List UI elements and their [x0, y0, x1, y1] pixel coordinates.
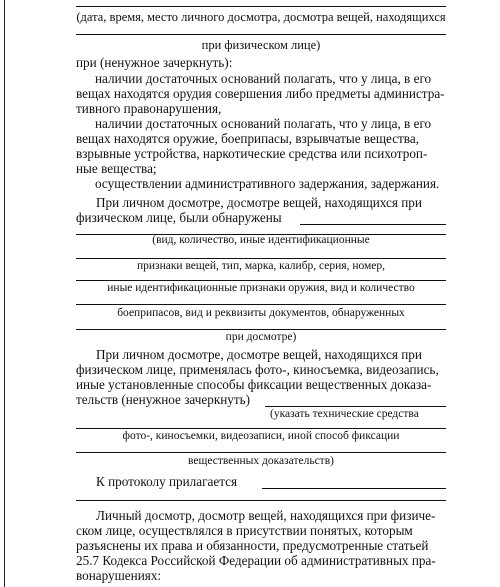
fixation-caption-3: вещественных доказательств)	[188, 455, 334, 467]
blank-line	[76, 452, 446, 453]
grounds-item2-line2: вещах находятся оружие, боеприпасы, взрывчатые вещества,	[76, 131, 420, 146]
grounds-intro: при (ненужное зачеркнуть):	[76, 55, 233, 70]
header-caption-line1: (дата, время, место личного досмотра, досмотра вещей, находящихся	[76, 10, 446, 24]
blank-line	[76, 304, 446, 305]
grounds-item2-line4: ные вещества;	[76, 161, 157, 176]
found-caption-3: иные идентификационные признаки оружия, вид и количество	[107, 282, 415, 294]
found-caption-5: при досмотре)	[225, 331, 297, 343]
witnesses-line1: Личный досмотр, досмотр вещей, находящихся при физиче-	[96, 508, 436, 523]
blank-line	[76, 280, 446, 281]
blank-line	[76, 258, 446, 259]
fixation-caption-1: (указать технические средства	[270, 408, 419, 420]
found-line2: физическом лице, были обнаружены	[76, 210, 282, 225]
grounds-item1-line3: тивного правонарушения,	[76, 101, 222, 116]
grounds-item2-line1: наличии достаточных оснований полагать, что у лица, в его	[95, 116, 432, 131]
fixation-line4: тельств (ненужное зачеркнуть)	[76, 392, 251, 407]
fixation-line3: иные установленные способы фиксации вещественных доказа-	[76, 377, 432, 392]
witnesses-line5: вонарушениях:	[76, 568, 162, 583]
witnesses-line4: 25.7 Кодекса Российской Федерации об административных пра-	[76, 553, 436, 568]
found-caption-2: признаки вещей, тип, марка, калибр, серия, номер,	[136, 260, 386, 272]
witnesses-line3: разъяснены их права и обязанности, предусмотренные статьей	[76, 538, 429, 553]
blank-line	[76, 500, 446, 501]
witnesses-line2: ском лице, осуществлялся в присутствии понятых, которым	[76, 523, 413, 538]
blank-line	[76, 428, 446, 429]
grounds-item2-line3: взрывные устройства, наркотические средства или психотроп-	[76, 146, 428, 161]
grounds-item3: осуществлении административного задержания, задержания.	[95, 176, 440, 191]
blank-line	[76, 34, 446, 35]
grounds-item1-line1: наличии достаточных оснований полагать, что у лица, в его	[95, 71, 432, 86]
blank-line	[76, 6, 446, 7]
found-caption-4: боеприпасов, вид и реквизиты документов, обнаруженных	[117, 307, 405, 319]
blank-line	[76, 329, 446, 330]
attachment-label: К протоколу прилагается	[96, 474, 238, 489]
found-blank-line	[300, 224, 446, 225]
fixation-line1: При личном досмотре, досмотре вещей, находящихся при	[96, 347, 422, 362]
header-caption-line2: при физическом лице)	[201, 38, 321, 52]
fixation-blank-line	[265, 406, 446, 407]
fixation-caption-2: фото-, киносъемки, видеозаписи, иной способ фиксации	[122, 430, 400, 442]
fixation-line2: физическом лице, применялась фото-, киносъемка, видеозапись,	[76, 362, 439, 377]
attachment-blank-line	[262, 488, 446, 489]
grounds-item1-line2: вещах находятся орудия совершения либо предметы администра-	[76, 86, 445, 101]
left-border-line	[4, 0, 5, 587]
found-line1: При личном досмотре, досмотре вещей, находящихся при	[96, 195, 422, 210]
found-caption-1: (вид, количество, иные идентификационные	[152, 234, 370, 246]
